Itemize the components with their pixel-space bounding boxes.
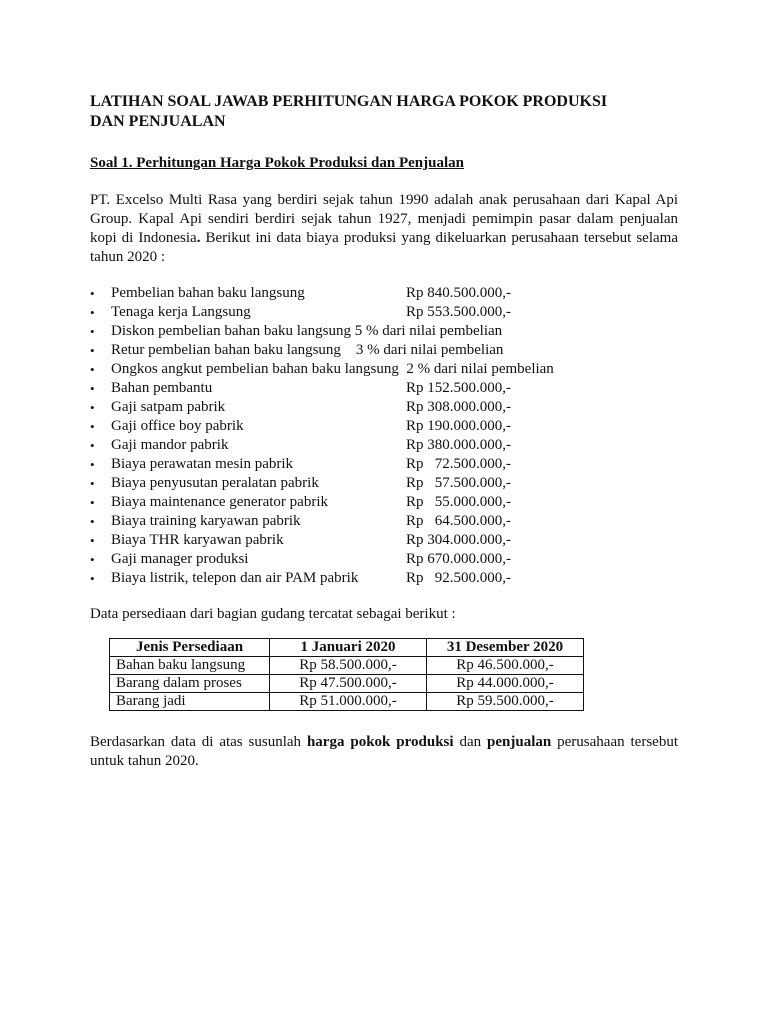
cost-amount: Rp 190.000.000,- (406, 418, 511, 434)
inventory-intro: Data persediaan dari bagian gudang tercatat sebagai berikut : (90, 606, 456, 622)
cost-amount: Rp 670.000.000,- (406, 551, 511, 567)
cost-label: Tenaga kerja Langsung (111, 304, 251, 320)
cost-label: Gaji mandor pabrik (111, 437, 229, 453)
cost-amount: Rp 72.500.000,- (406, 456, 511, 472)
cost-amount: Rp 553.500.000,- (406, 304, 511, 320)
cost-amount: Rp 92.500.000,- (406, 570, 511, 586)
bullet-icon: • (90, 343, 95, 358)
bullet-icon: • (90, 305, 95, 320)
inventory-header-dec: 31 Desember 2020 (427, 639, 584, 657)
cost-label: Retur pembelian bahan baku langsung 3 % dari nilai pembelian (111, 342, 504, 358)
bullet-icon: • (90, 324, 95, 339)
intro-text-2: Berikut ini data biaya produksi yang dikeluarkan perusahaan tersebut selama tahun 2020 : (90, 230, 678, 265)
document-title-line-1: LATIHAN SOAL JAWAB PERHITUNGAN HARGA POKOK PRODUKSI (90, 93, 608, 110)
list-item (90, 398, 678, 417)
bullet-icon: • (90, 571, 95, 586)
table-row (110, 693, 584, 711)
inventory-cell-jan: Rp 58.500.000,- (270, 657, 427, 675)
bullet-icon: • (90, 419, 95, 434)
cost-label: Bahan pembantu (111, 380, 213, 396)
cost-label: Gaji satpam pabrik (111, 399, 226, 415)
list-item (90, 284, 678, 303)
bullet-icon: • (90, 457, 95, 472)
cost-label: Gaji manager produksi (111, 551, 249, 567)
list-item (90, 550, 678, 569)
closing-text-2: dan (453, 734, 488, 750)
intro-paragraph (90, 191, 678, 267)
cost-label: Biaya penyusutan peralatan pabrik (111, 475, 319, 491)
cost-label: Diskon pembelian bahan baku langsung 5 % dari nilai pembelian (111, 323, 503, 339)
inventory-cell-jan: Rp 47.500.000,- (270, 675, 427, 693)
question-heading: Soal 1. Perhitungan Harga Pokok Produksi dan Penjualan (90, 155, 464, 171)
list-item (90, 493, 678, 512)
inventory-cell-type: Barang jadi (110, 693, 270, 711)
list-item (90, 474, 678, 493)
document-title (90, 92, 678, 132)
cost-label: Pembelian bahan baku langsung (111, 285, 305, 301)
list-item (90, 512, 678, 531)
cost-label: Gaji office boy pabrik (111, 418, 244, 434)
bullet-icon: • (90, 362, 95, 377)
list-item (90, 531, 678, 550)
bullet-icon: • (90, 400, 95, 415)
cost-amount: Rp 308.000.000,- (406, 399, 511, 415)
cost-list (90, 284, 678, 588)
inventory-table (109, 638, 584, 711)
inventory-cell-dec: Rp 59.500.000,- (427, 693, 584, 711)
list-item (90, 455, 678, 474)
bullet-icon: • (90, 438, 95, 453)
list-item (90, 360, 678, 379)
list-item (90, 417, 678, 436)
bullet-icon: • (90, 514, 95, 529)
bullet-icon: • (90, 476, 95, 491)
list-item (90, 569, 678, 588)
cost-label: Biaya training karyawan pabrik (111, 513, 301, 529)
cost-amount: Rp 380.000.000,- (406, 437, 511, 453)
cost-amount: Rp 840.500.000,- (406, 285, 511, 301)
list-item (90, 303, 678, 322)
cost-label: Biaya perawatan mesin pabrik (111, 456, 294, 472)
closing-bold-2: penjualan (487, 734, 552, 750)
inventory-cell-type: Bahan baku langsung (110, 657, 270, 675)
document-page (90, 92, 678, 771)
bullet-icon: • (90, 552, 95, 567)
list-item (90, 379, 678, 398)
inventory-cell-dec: Rp 44.000.000,- (427, 675, 584, 693)
closing-text-3: perusahaan tersebut untuk tahun 2020. (90, 734, 678, 769)
inventory-header-type: Jenis Persediaan (110, 639, 270, 657)
cost-label: Biaya maintenance generator pabrik (111, 494, 328, 510)
closing-paragraph (90, 733, 678, 771)
bullet-icon: • (90, 495, 95, 510)
cost-label: Biaya THR karyawan pabrik (111, 532, 284, 548)
table-row (110, 675, 584, 693)
inventory-header-jan: 1 Januari 2020 (270, 639, 427, 657)
inventory-table-header-row (110, 639, 584, 657)
inventory-cell-type: Barang dalam proses (110, 675, 270, 693)
document-title-line-2: DAN PENJUALAN (90, 113, 226, 130)
cost-amount: Rp 55.000.000,- (406, 494, 511, 510)
intro-bold-period: . (196, 230, 201, 246)
cost-amount: Rp 152.500.000,- (406, 380, 511, 396)
bullet-icon: • (90, 286, 95, 301)
cost-amount: Rp 64.500.000,- (406, 513, 511, 529)
cost-amount: Rp 57.500.000,- (406, 475, 511, 491)
inventory-cell-jan: Rp 51.000.000,- (270, 693, 427, 711)
table-row (110, 657, 584, 675)
list-item (90, 341, 678, 360)
bullet-icon: • (90, 381, 95, 396)
closing-bold-1: harga pokok produksi (306, 734, 454, 750)
closing-text-1: Berdasarkan data di atas susunlah (90, 734, 307, 750)
list-item (90, 436, 678, 455)
inventory-cell-dec: Rp 46.500.000,- (427, 657, 584, 675)
bullet-icon: • (90, 533, 95, 548)
list-item (90, 322, 678, 341)
intro-text-1: PT. Excelso Multi Rasa yang berdiri sejak tahun 1990 adalah anak perusahaan dari Kapal Api Group. Kapal Api sendiri berdiri sejak tahun 1927, menjadi pemimpin pasar dalam penjualan kopi di Indonesia (90, 192, 678, 246)
cost-label: Ongkos angkut pembelian bahan baku langsung 2 % dari nilai pembelian (111, 361, 554, 377)
cost-amount: Rp 304.000.000,- (406, 532, 511, 548)
cost-label: Biaya listrik, telepon dan air PAM pabrik (111, 570, 359, 586)
